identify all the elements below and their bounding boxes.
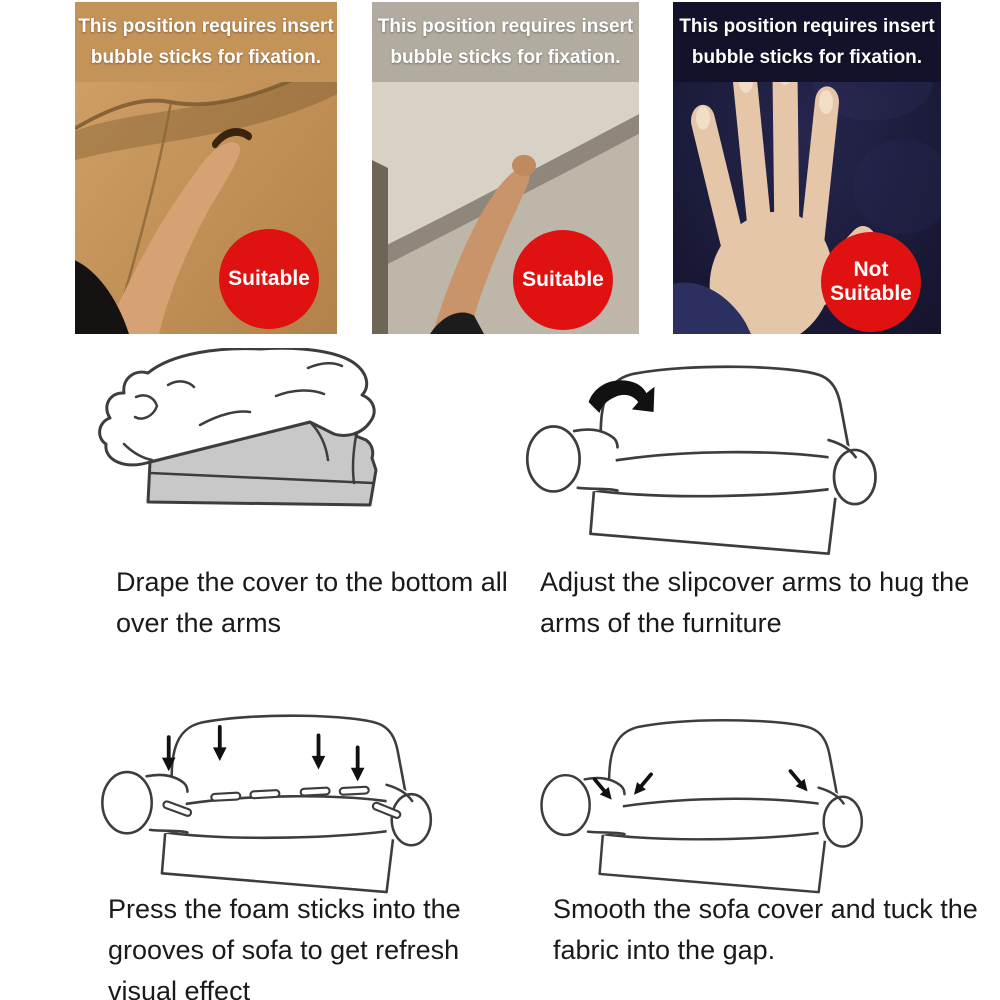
drawing-tuck-fabric [505,703,905,898]
foam-stick [250,790,279,798]
caption-line: Press the foam sticks into the [108,894,461,924]
drawing-drape-cover [80,348,465,548]
caption-line: fabric into the gap. [553,935,776,965]
not-suitable-badge: Not Suitable [821,232,921,332]
caption-line: grooves of sofa to get refresh [108,935,460,965]
panel-suitable-tan [75,2,337,334]
caption-adjust [540,562,969,644]
caption-line: visual effect [108,976,251,1000]
header-line: This position requires insert [78,16,334,37]
panel-suitable-linen [372,2,639,334]
caption-line: Smooth the sofa cover and tuck the [553,894,978,924]
panel-header [673,2,941,82]
sofa-outline [542,720,862,892]
drawing-press-foam-sticks [60,698,480,898]
suitable-badge: Suitable [513,230,613,330]
caption-line: arms of the furniture [540,608,782,638]
caption-press [108,889,461,1000]
panel-header [75,2,337,82]
foam-stick [211,793,240,801]
caption-line: over the arms [116,608,282,638]
caption-line: Drape the cover to the bottom all [116,567,508,597]
drawing-adjust-arms [505,348,905,560]
sofa-outline [527,367,875,554]
panel-header [372,2,639,82]
foam-stick [340,787,369,795]
header-line: bubble sticks for fixation. [90,47,322,68]
caption-smooth [553,889,978,971]
foam-stick [300,787,329,795]
suitable-badge: Suitable [219,229,319,329]
caption-line: Adjust the slipcover arms to hug the [540,567,970,597]
caption-drape [116,562,508,644]
panel-not-suitable-navy [673,2,941,334]
header-line: bubble sticks for fixation. [691,47,923,68]
header-line: bubble sticks for fixation. [390,47,621,68]
header-line: This position requires insert [377,16,634,37]
header-line: This position requires insert [679,16,935,37]
